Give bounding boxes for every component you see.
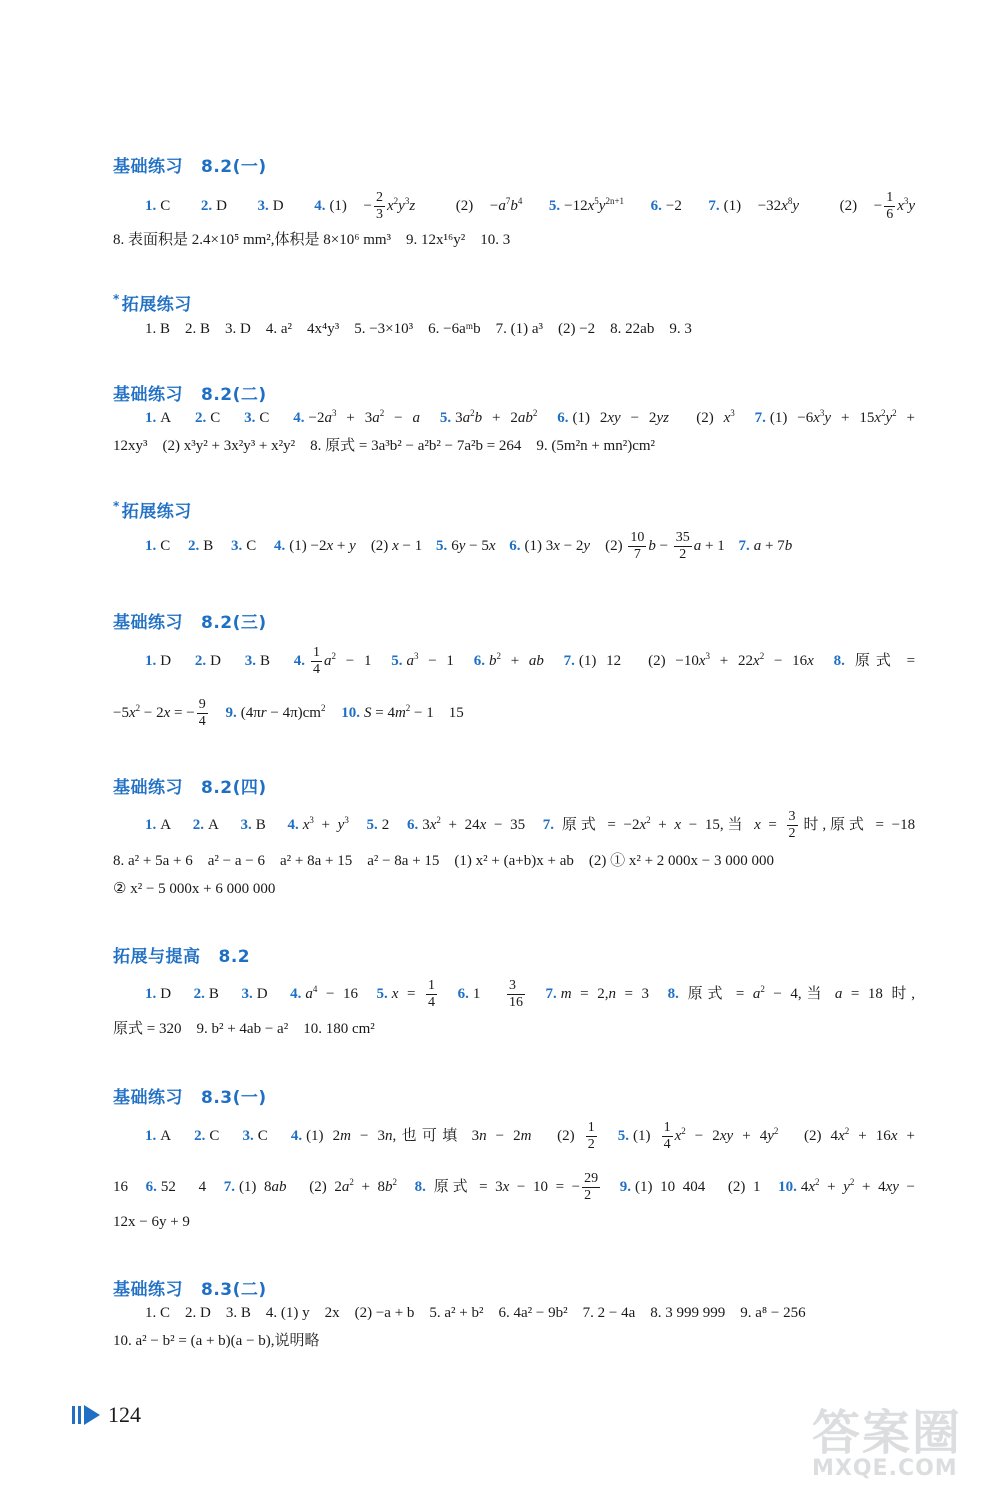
answer-line: 1. D 2. B 3. D 4. $a^4 - 16$ 5. x = $\frac{1}{4}$ 6. 1 $\frac{3}{16}$ 7. m = 2,n = 3 8. 原式 = $a^2 - 4$,当 a = 18 时, bbox=[145, 978, 916, 1010]
page-arrow-icon bbox=[84, 1405, 100, 1425]
answer-line: 1. C 2. D 3. B 4. (1) y 2x (2) −a + b 5. a² + b² 6. 4a² − 9b² 7. 2 − 4a 8. 3 999 999 9. a⁸ − 256 bbox=[145, 1305, 806, 1321]
section-heading: * 拓展练习 bbox=[113, 292, 192, 315]
answer-line: 10. a² − b² = (a + b)(a − b),说明略 bbox=[113, 1333, 320, 1349]
section-heading: 基础练习 8.2(三) bbox=[113, 613, 267, 633]
section-heading: * 拓展练习 bbox=[113, 499, 192, 522]
answer-line: $-5x^2 - 2x$ = − $\frac{9}{4}$ 9. $(4\pi r - 4\pi)cm^2$ 10. $S = 4m^2 - 1$ 15 bbox=[113, 697, 464, 729]
section-heading: 基础练习 8.2(四) bbox=[113, 778, 267, 798]
answer-line: 12xy³ (2) x³y² + 3x²y³ + x²y² 8. 原式 = 3a³b² − a²b² − 7a²b = 264 9. (5m²n + mn²)cm² bbox=[113, 438, 656, 454]
answer-line: 1. B 2. B 3. D 4. a² 4x⁴y³ 5. −3×10³ 6. −6aᵐb 7. (1) a³ (2) −2 8. 22ab 9. 3 bbox=[145, 321, 692, 337]
answer-line: 8. a² + 5a + 6 a² − a − 6 a² + 8a + 15 a² − 8a + 15 (1) x² + (a+b)x + ab (2) ① x² + 2 000x − 3 000 000 bbox=[113, 853, 775, 869]
section-heading: 基础练习 8.2(二) bbox=[113, 385, 267, 405]
watermark-logo: 答案圈 MXQE.COM bbox=[812, 1405, 963, 1481]
answer-line: 原式 = 320 9. b² + 4ab − a² 10. 180 cm² bbox=[113, 1021, 375, 1037]
answer-line: 16 6. 52 4 7. (1) 8ab (2) $2a^2 + 8b^2$ 8. 原式 = 3x − 10 = − $\frac{29}{2}$ 9. (1) 10 404 (2) 1 10. $4x^2 + y^2 + 4xy$ − bbox=[113, 1171, 915, 1203]
answer-line: 1. D 2. D 3. B 4. $\frac{1}{4}$ $a^2 - 1$ 5. $a^3 - 1$ 6. $b^2$ + ab 7. (1) 12 $(2) -10x^3 + 22x^2 - 16x$ 8. 原式 = bbox=[145, 645, 916, 677]
answer-line: 1. A 2. C 3. C 4. (1) 2m − 3n,也可填 3n − 2m (2) $\frac{1}{2}$ 5. (1) $\frac{1}{4}$ $x^2 - 2xy + 4y^2$ (2) $4x^2 + 16x$ + bbox=[145, 1120, 916, 1152]
answer-line: 1. A 2. A 3. B 4. $x^3 + y^3$ 5. 2 6. $3x^2 + 24x - 35$ 7. 原式 = $-2x^2 + x - 15$,当 x = $\frac{3}{2}$ 时,原式 = −18 bbox=[145, 809, 916, 841]
section-heading: 拓展与提高 8.2 bbox=[113, 947, 251, 967]
answer-line: ② x² − 5 000x + 6 000 000 bbox=[113, 881, 276, 897]
section-heading: 基础练习 8.2(一) bbox=[113, 157, 267, 177]
section-heading: 基础练习 8.3(二) bbox=[113, 1280, 267, 1300]
section-heading: 基础练习 8.3(一) bbox=[113, 1088, 267, 1108]
page-number: 124 bbox=[108, 1402, 141, 1427]
answer-line: 1. A 2. C 3. C 4. $-2a^3 + 3a^2 - a$ 5. $3a^2b + 2ab^2$ 6. (1) 2xy − 2yz (2) $x^3$ 7. $(1) -6x^3y + 15x^2y^2$ + bbox=[145, 408, 916, 426]
answer-line: 8. 表面积是 2.4×10⁵ mm²,体积是 8×10⁶ mm³ 9. 12x¹⁶y² 10. 3 bbox=[113, 232, 511, 248]
answer-line: 1. C 2. D 3. D 4. (1) − $\frac{2}{3}$ $x^2y^3z$ $(2) -a^7b^4$ 5. $-12x^5y^{2n+1}$ 6. −2 7. $(1) -32x^8y$ (2) − $\frac{1}{6}$ $x^3y$ bbox=[145, 190, 916, 222]
answer-line: 12x − 6y + 9 bbox=[113, 1214, 190, 1230]
page-footer bbox=[72, 1400, 141, 1430]
page-marker-bars bbox=[72, 1406, 81, 1424]
answer-line: 1. C 2. B 3. C 4. (1) −2x + y (2) x − 1 5. 6y − 5x 6. (1) 3x − 2y (2) $\frac{10}{7}$ b − $\frac{35}{2}$ a + 1 7. a + 7b bbox=[145, 530, 793, 562]
